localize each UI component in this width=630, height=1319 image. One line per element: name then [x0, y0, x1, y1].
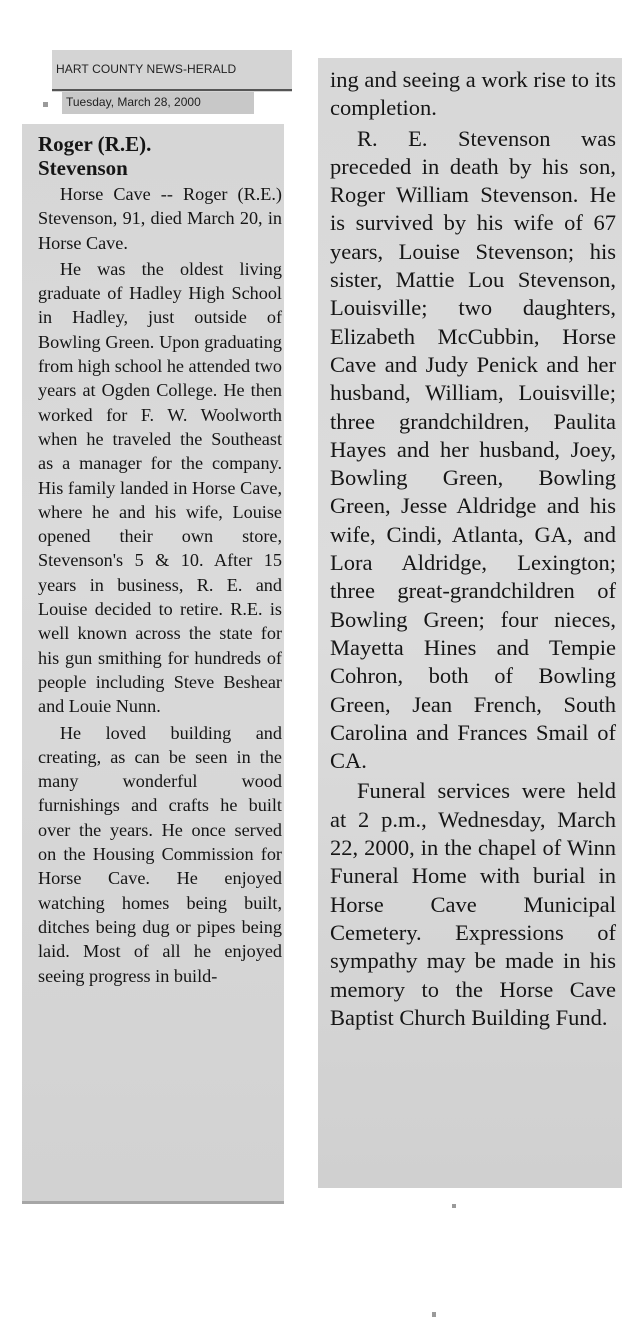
scan-speck	[43, 102, 48, 107]
dateline	[62, 92, 254, 114]
obituary-paragraph: He loved building and creating, as can be seen in the many wonderful wood furnishings and crafts he built over the years. He once served on the Housing Commission for Horse Cave. He enjoyed watching homes being built, ditches being dug or pipes being laid. Most of all he enjoyed seeing progress in build-	[38, 722, 282, 986]
publication-name: HART COUNTY NEWS-HERALD	[56, 62, 237, 76]
masthead-rule	[52, 89, 292, 91]
publication-date: Tuesday, March 28, 2000	[66, 95, 201, 109]
obituary-headline: Roger (R.E). Stevenson	[38, 132, 152, 180]
obituary-paragraph: R. E. Stevenson was preceded in death by his son, Roger William Stevenson. He is survived by his wife of 67 years, Louise Stevenson; his sister, Mattie Lou Stevenson, Louisville; two daughters, Elizabeth McCubbin, Horse Cave and Judy Penick and her husband, William, Louisville; three grandchildren, Paulita Hayes and her husband, Joey, Bowling Green, Bowling Green, Jesse Aldridge and his wife, Cindi, Atlanta, GA, and Lora Aldridge, Lexington; three great-grandchildren of Bowling Green; four nieces, Mayetta Hines and Tempie Cohron, both of Bowling Green, Jean French, South Carolina and Frances Smail of CA.	[330, 125, 616, 774]
obituary-paragraph: He was the oldest living graduate of Hadley High School in Hadley, just outside of Bowling Green. Upon graduating from high school he attended two years at Ogden College. He then worked for F. W. Woolworth when he traveled the Southeast as a manager for the company. His family landed in Horse Cave, where he and his wife, Louise opened their own store, Stevenson's 5 & 10. After 15 years in business, R. E. and Louise decided to retire. R.E. is well known across the state for his gun smithing for hundreds of people including Steve Beshear and Louie Nunn.	[38, 258, 282, 717]
obituary-paragraph: Horse Cave -- Roger (R.E.) Stevenson, 91, died March 20, in Horse Cave.	[38, 184, 282, 253]
obituary-column-left	[22, 124, 284, 1204]
scan-speck	[432, 1312, 436, 1317]
masthead	[52, 50, 292, 92]
obituary-paragraph: ing and seeing a work rise to its completion.	[330, 67, 616, 121]
obituary-paragraph: Funeral services were held at 2 p.m., Wednesday, March 22, 2000, in the chapel of Winn Funeral Home with burial in Horse Cave Municipal Cemetery. Expressions of sympathy may be made in his memory to the Horse Cave Baptist Church Building Fund.	[330, 778, 616, 1030]
scan-speck	[452, 1204, 456, 1208]
obituary-column-right	[318, 58, 622, 1188]
